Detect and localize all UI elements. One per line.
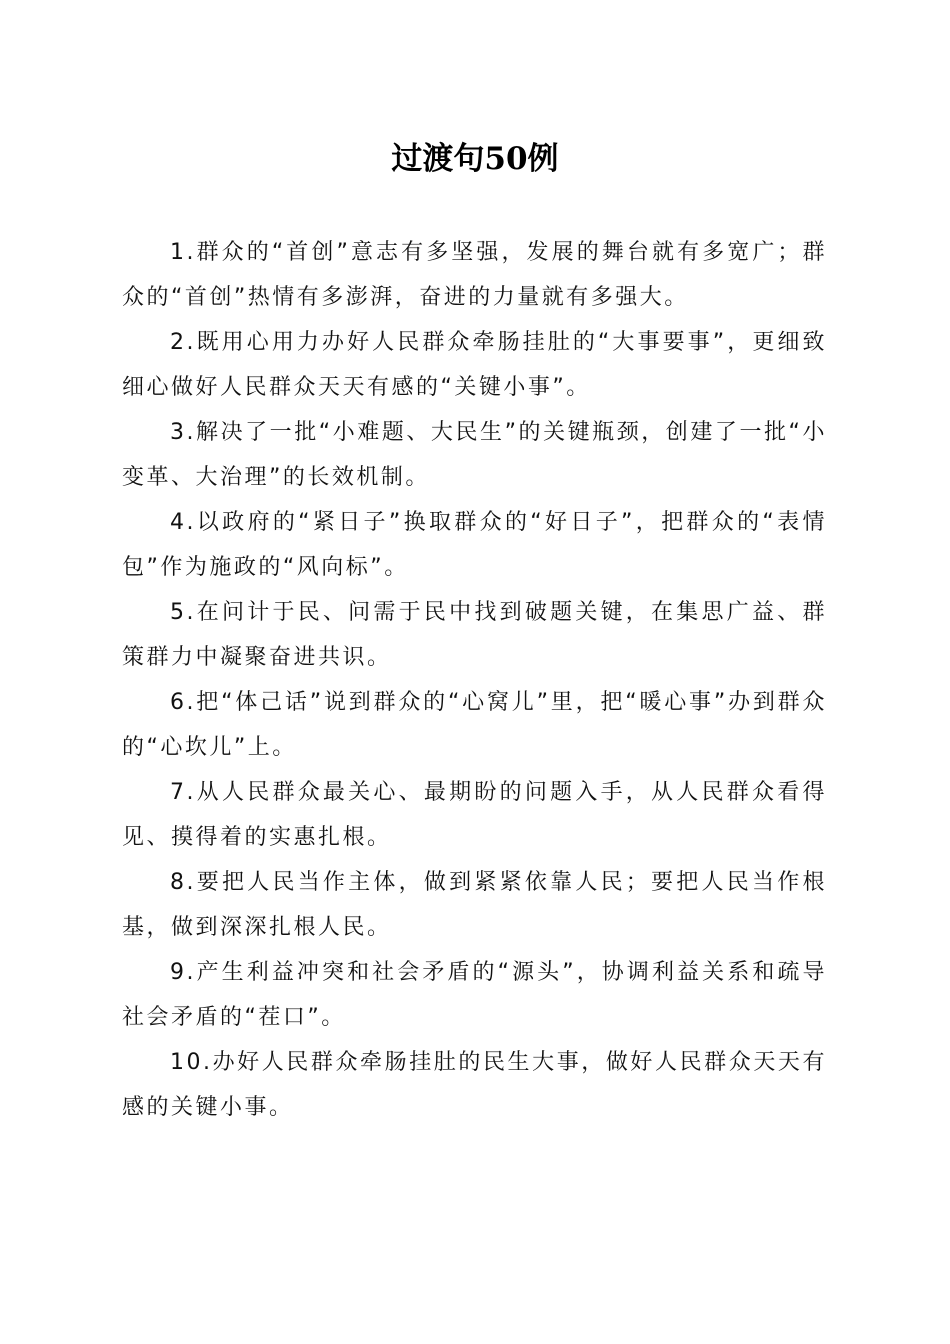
paragraph-1: 1.群众的“首创”意志有多坚强，发展的舞台就有多宽广；群众的“首创”热情有多澎湃，奋进的力量就有多强大。 bbox=[122, 240, 827, 310]
paragraph-6: 6.把“体己话”说到群众的“心窝儿”里，把“暖心事”办到群众的“心坎儿”上。 bbox=[122, 690, 827, 760]
paragraph-2: 2.既用心用力办好人民群众牵肠挂肚的“大事要事”，更细致细心做好人民群众天天有感的“关键小事”。 bbox=[122, 330, 827, 400]
paragraph-10: 10.办好人民群众牵肠挂肚的民生大事，做好人民群众天天有感的关键小事。 bbox=[122, 1050, 827, 1120]
paragraph-5: 5.在问计于民、问需于民中找到破题关键，在集思广益、群策群力中凝聚奋进共识。 bbox=[122, 600, 827, 670]
page-title: 过渡句50例 bbox=[391, 141, 559, 177]
paragraph-4: 4.以政府的“紧日子”换取群众的“好日子”，把群众的“表情包”作为施政的“风向标”。 bbox=[122, 510, 827, 580]
paragraph-9: 9.产生利益冲突和社会矛盾的“源头”，协调利益关系和疏导社会矛盾的“茬口”。 bbox=[122, 960, 827, 1030]
paragraph-8: 8.要把人民当作主体，做到紧紧依靠人民；要把人民当作根基，做到深深扎根人民。 bbox=[122, 870, 827, 940]
paragraph-3: 3.解决了一批“小难题、大民生”的关键瓶颈，创建了一批“小变革、大治理”的长效机制。 bbox=[122, 420, 827, 490]
document-body bbox=[122, 230, 827, 1130]
paragraph-7: 7.从人民群众最关心、最期盼的问题入手，从人民群众看得见、摸得着的实惠扎根。 bbox=[122, 780, 827, 850]
